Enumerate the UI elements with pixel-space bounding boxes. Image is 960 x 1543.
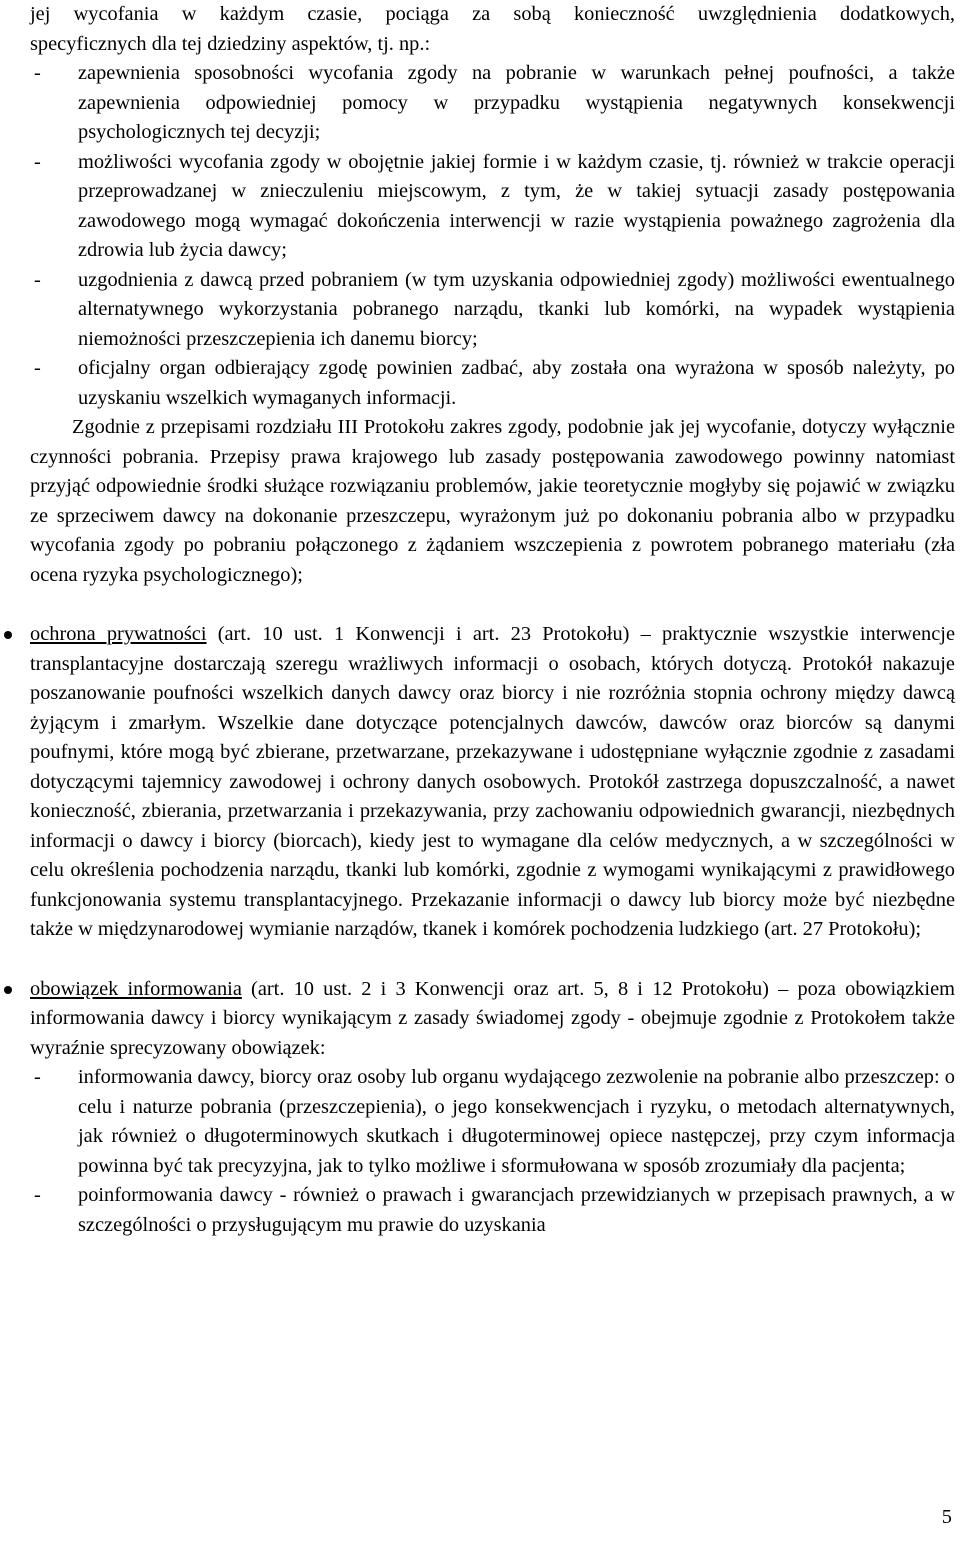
list-item-text: uzgodnienia z dawcą przed pobraniem (w tym uzyskania odpowiedniej zgody) możliwości ewentualnego alternatywnego wykorzystania pobranego narządu, tkanki lub komórki, na wypadek wystąpienia niemożności przeszczepienia ich danemu biorcy; [78,268,955,350]
spacer [30,945,955,975]
paragraph-zgodnie: Zgodnie z przepisami rozdziału III Protokołu zakres zgody, podobnie jak jej wycofanie, dotyczy wyłącznie czynności pobrania. Przepisy prawa krajowego lub zasady postępowania zawodowego powinny natomiast przyjąć odpowiednie środki służące rozwiązaniu problemów, jakie teoretycznie mogłyby się pojawić w związku ze sprzeciwem dawcy na dokonanie przeszczepu, wyrażonym już po dokonaniu pobrania albo w przypadku wycofania zgody po pobraniu połączonego z żądaniem wszczepienia z powrotem pobranego materiału (zła ocena ryzyka psychologicznego); [30,416,955,586]
list-item-text: możliwości wycofania zgody w obojętnie jakiej formie i w każdym czasie, tj. również w trakcie operacji przeprowadzanej w znieczuleniu miejscowym, z tym, że w takiej sytuacji zasady postępowania zawodowego mogą wymagać dokończenia interwencji w razie wystąpienia poważnego zagrożenia dla zdrowia lub życia dawcy; [78,150,955,261]
bullet-title: obowiązek informowania [30,977,242,1000]
document-page [30,0,955,1240]
bullet-privacy [30,620,955,945]
dash-marker: - [34,1066,41,1088]
dash-marker: - [34,268,41,291]
dash-marker: - [34,357,41,379]
bullet-text: (art. 10 ust. 1 Konwencji i art. 23 Protokołu) – praktycznie wszystkie interwencje transplantacyjne dostarczają szeregu wrażliwych informacji o osobach, których dotyczą. Protokół nakazuje poszanowanie poufności wszelkich danych dawcy oraz biorcy i nie rozróżnia stopnia ochrony między dawcą żyjącym i zmarłym. Wszelkie dane dotyczące potencjalnych dawców, dawców oraz biorców są danymi poufnymi, które mogą być zbierane, przetwarzane, przekazywane i udostępniane wyłącznie zgodnie z zasadami dotyczącymi tajemnicy zawodowej i ochrony danych osobowych. Protokół zastrzega dopuszczalność, a nawet konieczność, zbierania, przetwarzania i przekazywania, przy zachowaniu odpowiednich gwarancji, niezbędnych informacji o dawcy i biorcy (biorcach), kiedy jest to wymagane dla celów medycznych, a w szczególności w celu określenia pochodzenia narządu, tkanki lub komórki, zgodnie z wymogami wynikającymi z prawidłowego funkcjonowania systemu transplantacyjnego. Przekazanie informacji o dawcy lub biorcy może być niezbędne także w międzynarodowej wymianie narządów, tkanek i komórek pochodzenia ludzkiego (art. 27 Protokołu); [30,623,955,940]
spacer [30,590,955,620]
list-item [30,354,955,413]
bullet-title: ochrona prywatności [30,623,207,645]
information-duty-list [30,1063,955,1240]
intro-line-1: jej wycofania w każdym czasie, pociąga za sobą konieczność uwzględnienia dodatkowych, [30,3,955,25]
bullet-information-duty [30,975,955,1064]
list-item [30,59,955,148]
bullet-icon [4,631,12,639]
dash-marker: - [34,62,41,84]
list-item [30,1181,955,1240]
list-item-text: zapewnienia sposobności wycofania zgody na pobranie w warunkach pełnej poufności, a także zapewnienia odpowiedniej pomocy w przypadku wystąpienia negatywnych konsekwencji psychologicznych tej decyzji; [78,62,955,143]
bullet-icon [4,986,12,994]
list-item [30,148,955,266]
list-item-text: oficjalny organ odbierający zgodę powinien zadbać, aby została ona wyrażona w sposób należyty, po uzyskaniu wszelkich wymaganych informacji. [78,357,955,409]
list-item-text: poinformowania dawcy - również o prawach i gwarancjach przewidzianych w przepisach prawnych, a w szczególności o przysługującym mu prawie do uzyskania [78,1184,955,1236]
list-item [30,1063,955,1181]
dash-marker: - [34,150,41,173]
list-item [30,266,955,355]
dash-marker: - [34,1184,41,1206]
bullet-text: (art. 10 ust. 2 i 3 Konwencji oraz art. 5, 8 i 12 Protokołu) – poza obowiązkiem informowania dawcy i biorcy wynikającym z zasady świadomej zgody - obejmuje zgodnie z Protokołem także wyraźnie sprecyzowany obowiązek: [30,977,955,1059]
consent-withdrawal-list [30,59,955,413]
list-item-text: informowania dawcy, biorcy oraz osoby lub organu wydającego zezwolenie na pobranie albo przeszczep: o celu i naturze pobrania (przeszczepienia), o jego konsekwencjach i ryzyku, o metodach alternatywnych, jak również o długoterminowych skutkach i długoterminowej opiece następczej, przy czym informacja powinna być tak precyzyjna, jak to tylko możliwe i sformułowana w sposób zrozumiały dla pacjenta; [78,1066,955,1177]
intro-line-2: specyficznych dla tej dziedziny aspektów, tj. np.: [30,32,431,55]
page-number: 5 [941,1506,952,1528]
